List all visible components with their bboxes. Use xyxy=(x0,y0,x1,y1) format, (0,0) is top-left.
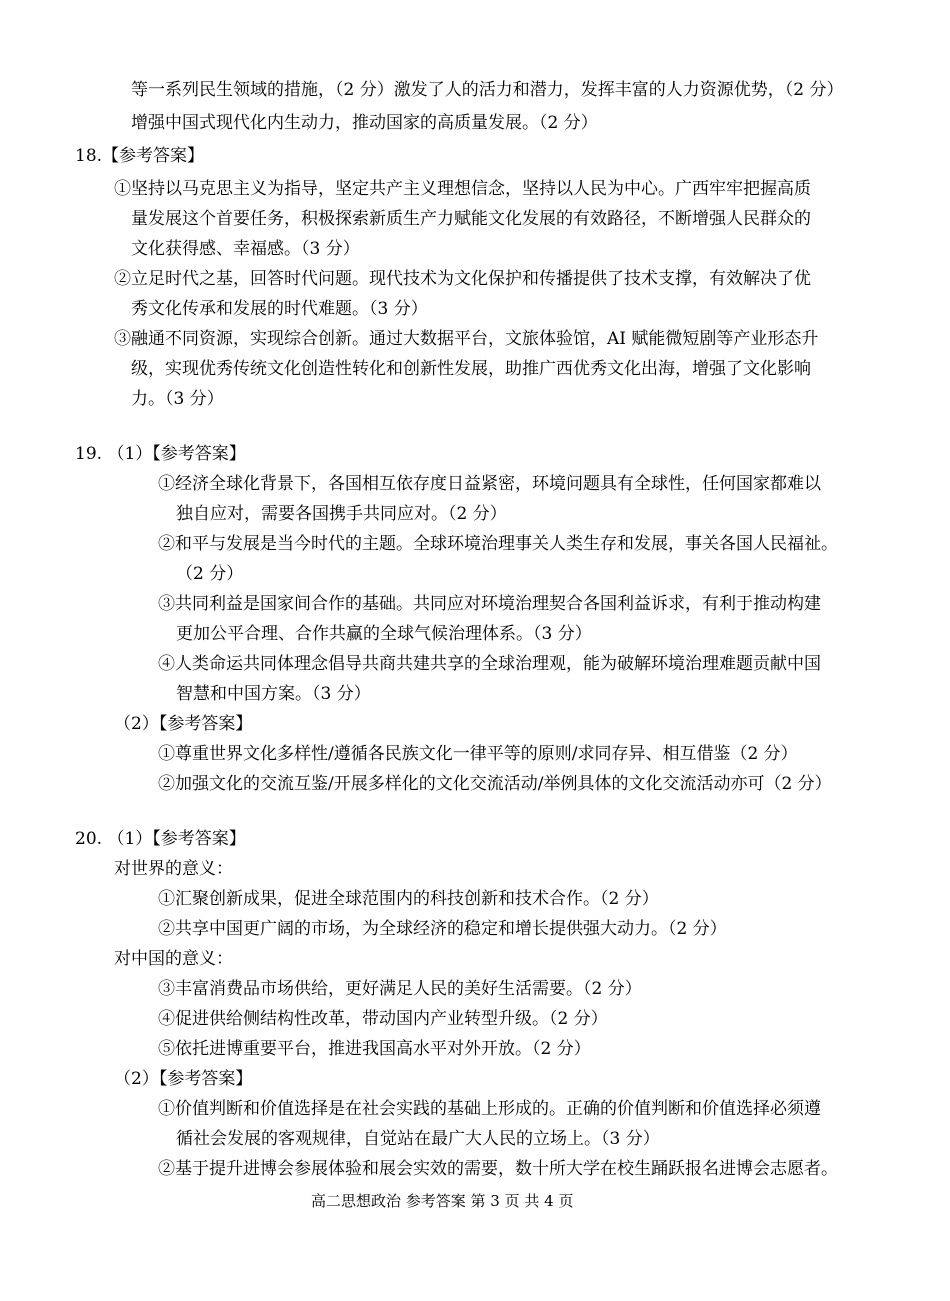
text-line: 对世界的意义： xyxy=(114,859,233,879)
question-heading: 18.【参考答案】 xyxy=(75,146,205,166)
text-line: 对中国的意义： xyxy=(114,949,233,969)
text-line: 文化获得感、幸福感。（3 分） xyxy=(131,239,360,259)
text-line: ①汇聚创新成果，促进全球范围内的科技创新和技术合作。（2 分） xyxy=(158,889,659,909)
text-line: ②立足时代之基，回答时代问题。现代技术为文化保护和传播提供了技术支撑，有效解决了优 xyxy=(114,269,811,289)
subquestion-heading: （2）【参考答案】 xyxy=(114,714,253,734)
text-line: ①经济全球化背景下，各国相互依存度日益紧密，环境问题具有全球性，任何国家都难以 xyxy=(158,474,821,494)
text-line: （2 分） xyxy=(176,564,244,584)
text-line: ③丰富消费品市场供给，更好满足人民的美好生活需要。（2 分） xyxy=(158,979,642,999)
text-line: 增强中国式现代化内生动力，推动国家的高质量发展。（2 分） xyxy=(131,113,598,133)
text-line: ②共享中国更广阔的市场，为全球经济的稳定和增长提供强大动力。（2 分） xyxy=(158,919,727,939)
text-line: 等一系列民生领域的措施，（2 分）激发了人的活力和潜力，发挥丰富的人力资源优势，（2 分） xyxy=(131,80,844,100)
text-line: ①坚持以马克思主义为指导，坚定共产主义理想信念，坚持以人民为中心。广西牢牢把握高质 xyxy=(114,179,811,199)
text-line: ③共同利益是国家间合作的基础。共同应对环境治理契合各国利益诉求，有利于推动构建 xyxy=(158,594,821,614)
page-footer: 高二思想政治 参考答案 第 3 页 共 4 页 xyxy=(311,1192,574,1210)
text-line: ③融通不同资源，实现综合创新。通过大数据平台，文旅体验馆，AI 赋能微短剧等产业形态升 xyxy=(114,329,819,349)
text-line: 循社会发展的客观规律，自觉站在最广大人民的立场上。（3 分） xyxy=(176,1129,660,1149)
text-line: ④人类命运共同体理念倡导共商共建共享的全球治理观，能为破解环境治理难题贡献中国 xyxy=(158,654,821,674)
text-line: 力。（3 分） xyxy=(131,389,224,409)
question-heading: 19. （1）【参考答案】 xyxy=(75,444,246,464)
text-line: 智慧和中国方案。（3 分） xyxy=(176,684,371,704)
text-line: 级，实现优秀传统文化创造性转化和创新性发展，助推广西优秀文化出海，增强了文化影响 xyxy=(131,359,811,379)
text-line: ②加强文化的交流互鉴/开展多样化的文化交流活动/举例具体的文化交流活动亦可（2 分） xyxy=(158,774,832,794)
text-line: ②基于提升进博会参展体验和展会实效的需要，数十所大学在校生踊跃报名进博会志愿者。 xyxy=(158,1159,838,1179)
text-line: ⑤依托进博重要平台，推进我国高水平对外开放。（2 分） xyxy=(158,1039,591,1059)
text-line: ①尊重世界文化多样性/遵循各民族文化一律平等的原则/求同存异、相互借鉴（2 分） xyxy=(158,744,798,764)
question-heading: 20. （1）【参考答案】 xyxy=(75,829,246,849)
subquestion-heading: （2）【参考答案】 xyxy=(114,1069,253,1089)
text-line: ②和平与发展是当今时代的主题。全球环境治理事关人类生存和发展，事关各国人民福祉。 xyxy=(158,534,838,554)
text-line: 量发展这个首要任务，积极探索新质生产力赋能文化发展的有效路径，不断增强人民群众的 xyxy=(131,209,811,229)
text-line: 秀文化传承和发展的时代难题。（3 分） xyxy=(131,299,428,319)
text-line: 更加公平合理、合作共赢的全球气候治理体系。（3 分） xyxy=(176,624,592,644)
text-line: ①价值判断和价值选择是在社会实践的基础上形成的。正确的价值判断和价值选择必须遵 xyxy=(158,1099,821,1119)
text-line: ④促进供给侧结构性改革，带动国内产业转型升级。（2 分） xyxy=(158,1009,608,1029)
text-line: 独自应对，需要各国携手共同应对。（2 分） xyxy=(176,504,507,524)
